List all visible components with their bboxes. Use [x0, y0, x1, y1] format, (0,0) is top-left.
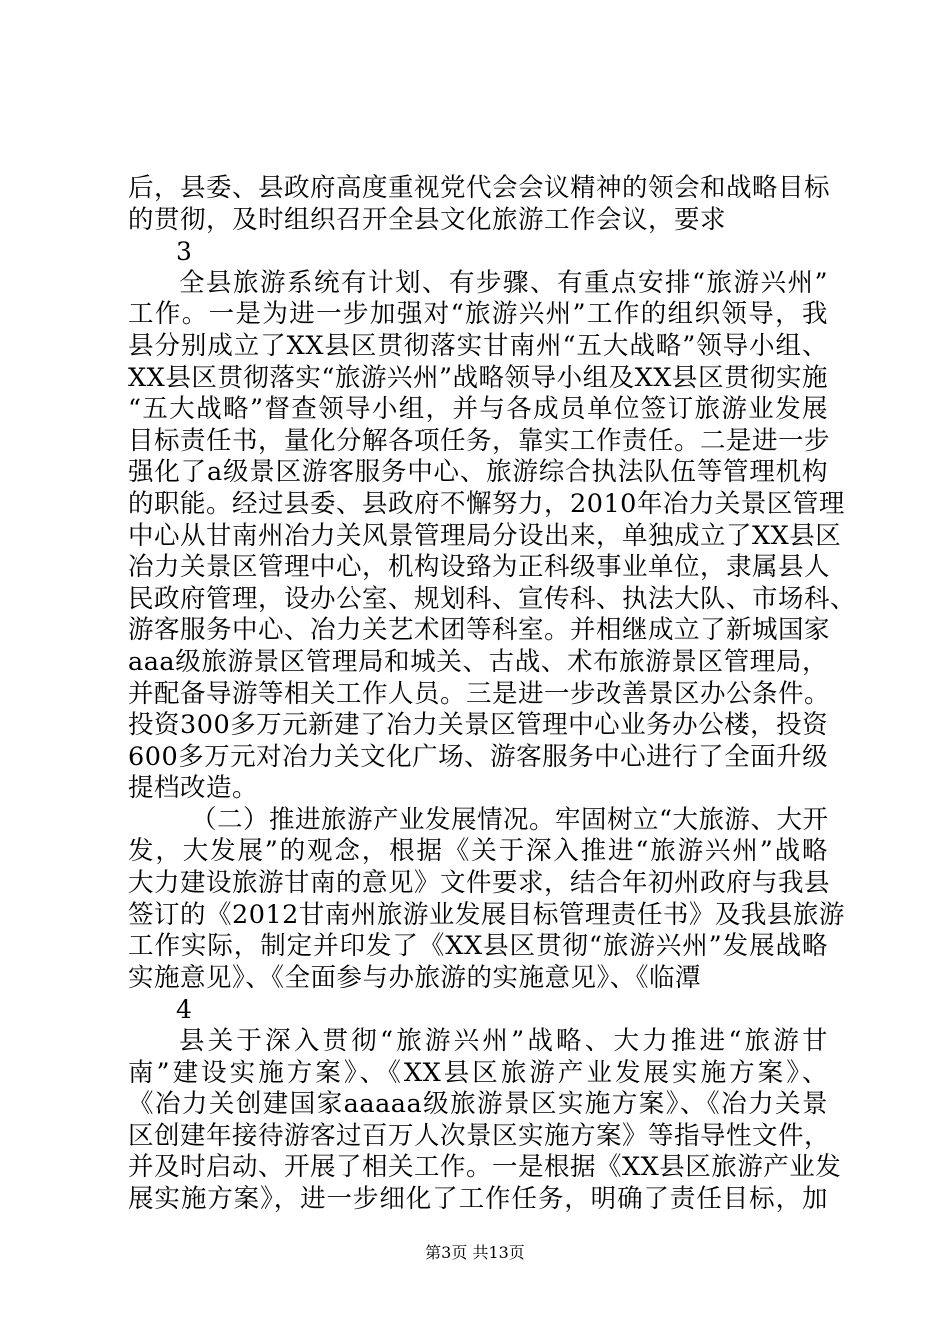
text-line: 工作实际，制定并印发了《XX县区贯彻“旅游兴州”发展战略 — [128, 931, 828, 962]
text-line: 600多万元对冶力关文化广场、游客服务中心进行了全面升级 — [128, 741, 829, 772]
text-line: 签订的《2012甘南州旅游业发展目标管理责任书》及我县旅游 — [128, 899, 845, 930]
text-line: 工作。一是为进一步加强对“旅游兴州”工作的组织领导，我 — [128, 299, 828, 330]
text-line: 投资300多万元新建了冶力关景区管理中心业务办公楼，投资 — [128, 710, 829, 741]
page-number-marker: 3 — [176, 237, 193, 267]
text-line: 县分别成立了XX县区贯彻落实甘南州“五大战略”领导小组、 — [128, 330, 828, 361]
text-line: 区创建年接待游客过百万人次景区实施方案》等指导性文件， — [128, 1120, 831, 1151]
text-line: 南”建设实施方案》、《XX县区旅游产业发展实施方案》、 — [128, 1057, 828, 1088]
text-line: 强化了a级景区游客服务中心、旅游综合执法队伍等管理机构 — [128, 457, 828, 488]
text-line: 的贯彻，及时组织召开全县文化旅游工作会议，要求 — [128, 204, 727, 235]
text-line: 《冶力关创建国家aaaaa级旅游景区实施方案》、《冶力关景 — [128, 1089, 828, 1120]
document-body — [128, 173, 857, 1216]
text-line: 游客服务中心、冶力关艺术团等科室。并相继成立了新城国家 — [128, 615, 831, 646]
page-footer: 第3页 共13页 — [425, 1243, 525, 1262]
text-line: 提档改造。 — [128, 773, 259, 804]
text-line: 冶力关景区管理中心，机构设臵为正科级事业单位，隶属县人 — [128, 552, 831, 583]
text-line: aaa级旅游景区管理局和城关、古战、术布旅游景区管理局， — [128, 646, 828, 677]
text-line: 展实施方案》，进一步细化了工作任务，明确了责任目标，加 — [128, 1184, 828, 1214]
text-line: 中心从甘南州冶力关风景管理局分设出来，单独成立了XX县区 — [128, 520, 842, 551]
text-line: 并配备导游等相关工作人员。三是进一步改善景区办公条件。 — [128, 678, 831, 709]
text-line: “五大战略”督查领导小组，并与各成员单位签订旅游业发展 — [128, 394, 828, 425]
text-line: （二）推进旅游产业发展情况。牢固树立“大旅游、大开 — [191, 804, 829, 835]
text-line: 县关于深入贯彻“旅游兴州”战略、大力推进“旅游甘 — [179, 1026, 828, 1057]
text-line: 实施意见》、《全面参与办旅游的实施意见》、《临潭 — [128, 962, 702, 993]
text-line: 并及时启动、开展了相关工作。一是根据《XX县区旅游产业发 — [128, 1152, 842, 1183]
text-line: 全县旅游系统有计划、有步骤、有重点安排“旅游兴州” — [179, 267, 828, 298]
text-line: 后，县委、县政府高度重视党代会会议精神的领会和战略目标 — [128, 173, 831, 203]
text-line: 民政府管理，设办公室、规划科、宣传科、执法大队、市场科、 — [128, 583, 857, 614]
text-line: 大力建设旅游甘南的意见》文件要求，结合年初州政府与我县 — [128, 868, 831, 899]
page-number-marker: 4 — [176, 995, 193, 1025]
text-line: 目标责任书，量化分解各项任务，靠实工作责任。二是进一步 — [128, 425, 831, 456]
text-line: XX县区贯彻落实“旅游兴州”战略领导小组及XX县区贯彻实施 — [128, 362, 828, 393]
text-line: 发，大发展”的观念，根据《关于深入推进“旅游兴州”战略 — [128, 836, 828, 867]
text-line: 的职能。经过县委、县政府不懈努力，2010年冶力关景区管理 — [128, 488, 845, 519]
